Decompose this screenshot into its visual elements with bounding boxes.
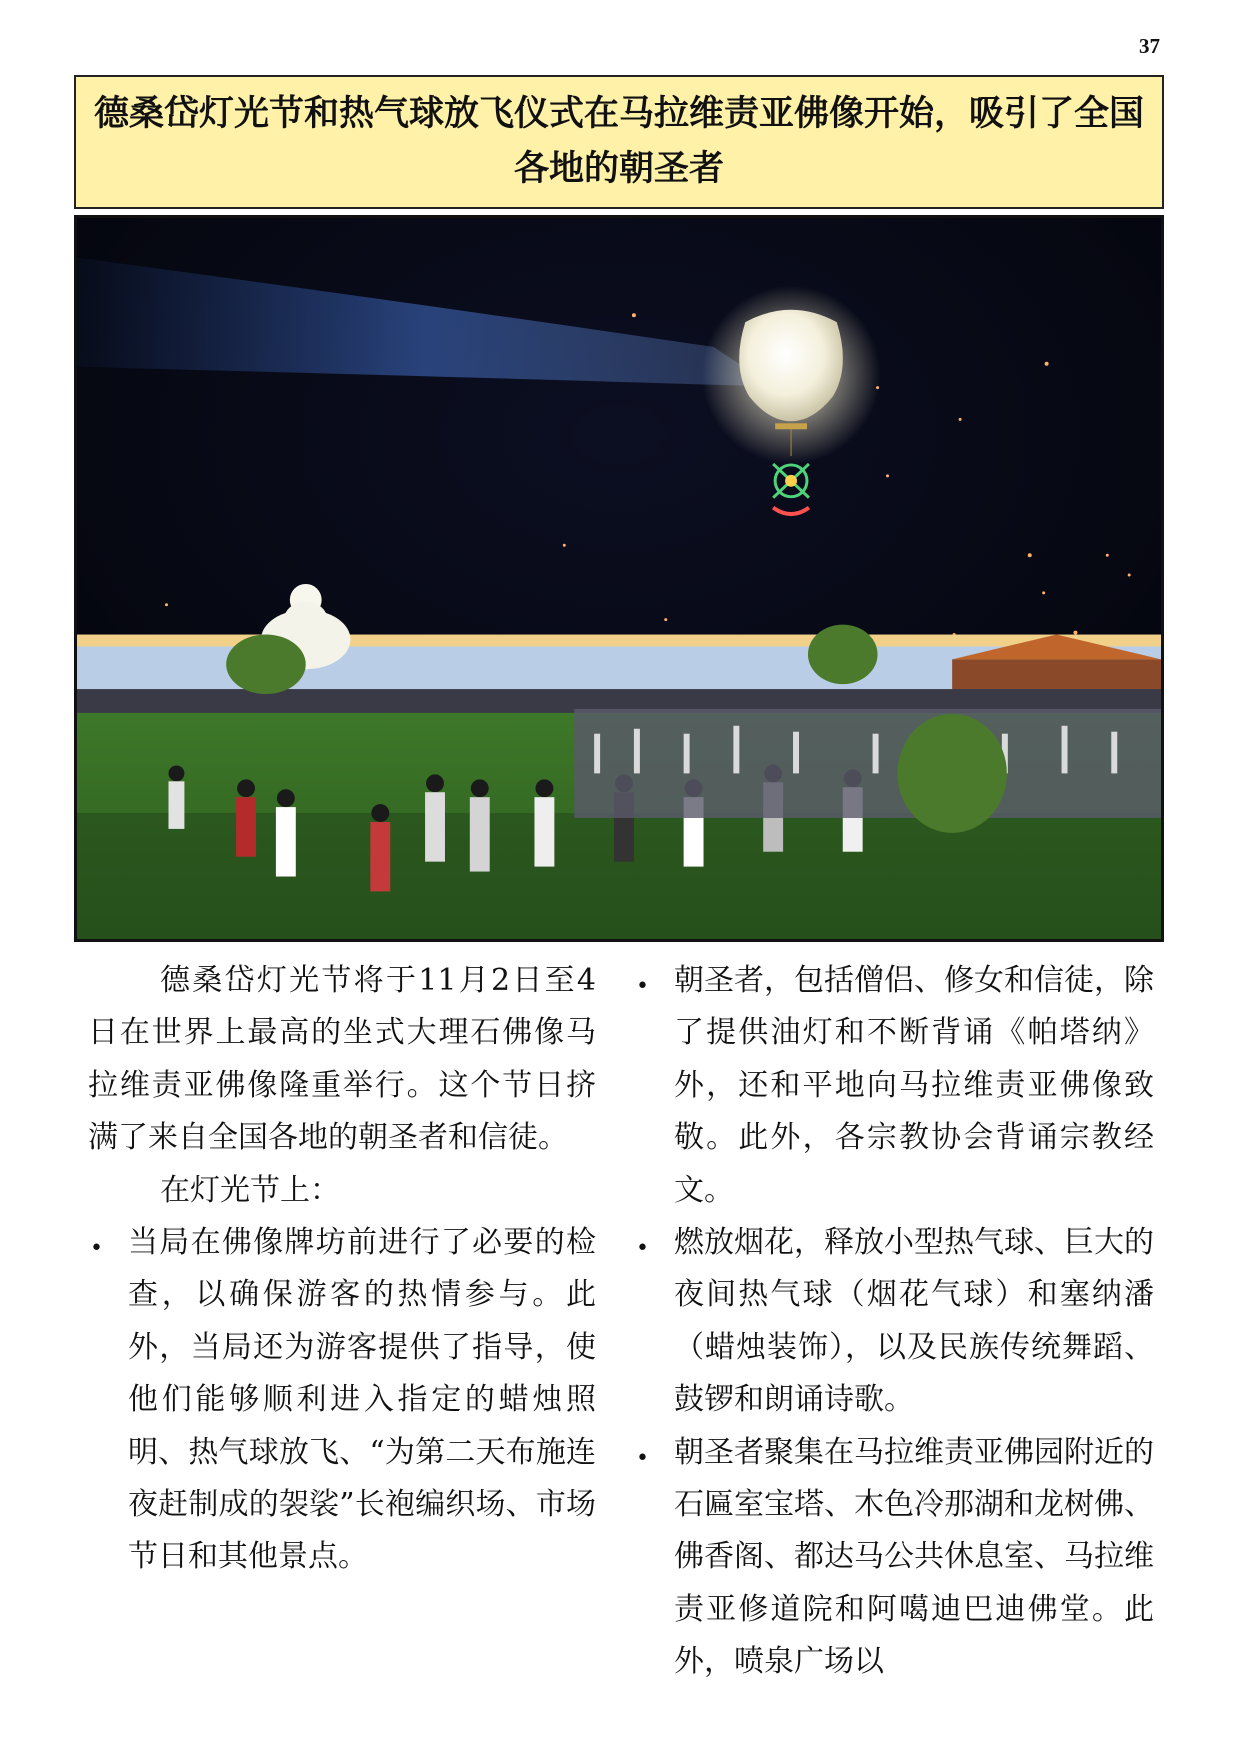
left-bullet-list [88,1217,596,1584]
night-festival-photo-icon [77,218,1161,939]
list-item: • 当局在佛像牌坊前进行了必要的检查，以确保游客的热情参与。此外，当局还为游客提供了指导，使他们能够顺利进入指定的蜡烛照明、热气球放飞、“为第二天布施连夜赶制成的袈裟”长袍编织场、市场节日和其他景点。 [88,1217,596,1584]
right-column [634,955,1154,1689]
title-banner [74,75,1164,209]
left-column [88,955,596,1584]
list-item: • 朝圣者，包括僧侣、修女和信徒，除了提供油灯和不断背诵《帕塔纳》外，还和平地向马拉维责亚佛像致敬。此外，各宗教协会背诵宗教经文。 [634,955,1154,1217]
right-bullet-list [634,955,1154,1689]
intro-paragraph: 德桑岱灯光节将于11月2日至4日在世界上最高的坐式大理石佛像马拉维责亚佛像隆重举行。这个节日挤满了来自全国各地的朝圣者和信徒。 [88,963,596,1156]
page-number: 37 [1139,34,1160,58]
article-title: 德桑岱灯光节和热气球放飞仪式在马拉维责亚佛像开始，吸引了全国各地的朝圣者 [94,94,1145,189]
list-item: • 朝圣者聚集在马拉维责亚佛园附近的石匾室宝塔、木色冷那湖和龙树佛、佛香阁、都达马公共休息室、马拉维责亚修道院和阿噶迪巴迪佛堂。此外，喷泉广场以 [634,1427,1154,1689]
lead-in-paragraph: 在灯光节上： [160,1172,340,1208]
festival-photo [74,215,1164,942]
list-item: • 燃放烟花，释放小型热气球、巨大的夜间热气球（烟花气球）和塞纳潘（蜡烛装饰），以及民族传统舞蹈、鼓锣和朗诵诗歌。 [634,1217,1154,1427]
